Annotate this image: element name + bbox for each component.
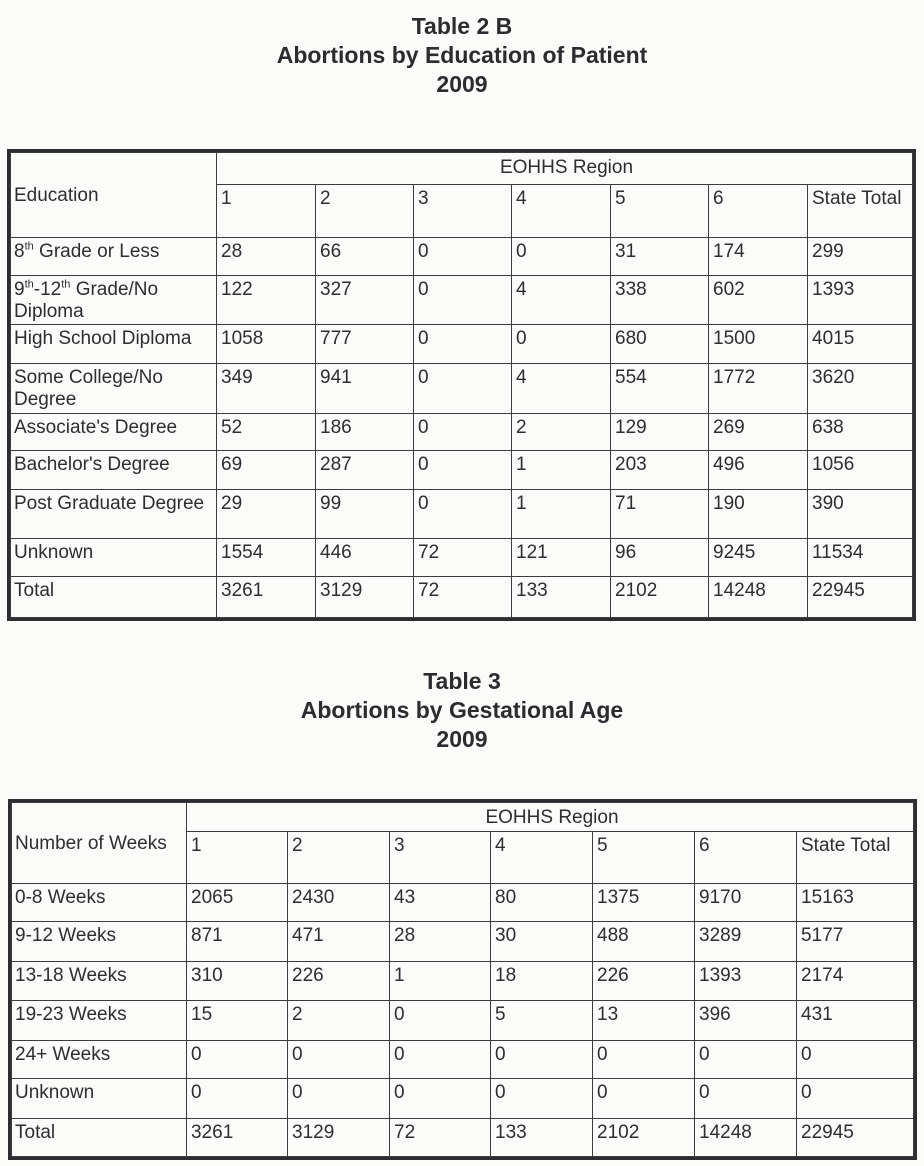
column-header: 6 <box>695 832 797 884</box>
table-cell: 1393 <box>695 961 797 1000</box>
table-cell: 1500 <box>709 324 808 363</box>
table-row <box>12 1001 914 1040</box>
table-cell: 3261 <box>187 1118 288 1156</box>
table-row <box>11 413 913 451</box>
table-cell: 299 <box>808 237 913 275</box>
gestational-age-table <box>11 802 914 1157</box>
table-cell: 1393 <box>808 275 913 324</box>
table-cell: 43 <box>390 883 491 921</box>
education-table <box>10 152 913 618</box>
weeks-header: Number of Weeks <box>12 803 187 884</box>
table-cell: 0 <box>695 1040 797 1078</box>
table-cell: 327 <box>316 275 414 324</box>
column-header: 3 <box>390 832 491 884</box>
table-cell: 4 <box>512 275 611 324</box>
table-cell: 941 <box>316 363 414 413</box>
table-cell: 14248 <box>709 577 808 618</box>
table-3-year: 2009 <box>436 726 488 752</box>
column-header: 4 <box>512 184 611 237</box>
row-label: 19-23 Weeks <box>12 1001 187 1040</box>
row-label: Some College/No Degree <box>11 363 217 413</box>
region-header: EOHHS Region <box>217 153 913 185</box>
table-2b-year: 2009 <box>436 71 488 97</box>
table-cell: 0 <box>288 1040 390 1078</box>
table-cell: 488 <box>593 922 695 961</box>
row-label: 13-18 Weeks <box>12 961 187 1000</box>
table-cell: 4015 <box>808 324 913 363</box>
table-cell: 2065 <box>187 883 288 921</box>
row-label: High School Diploma <box>11 324 217 363</box>
table-cell: 496 <box>709 451 808 490</box>
table-cell: 3289 <box>695 922 797 961</box>
row-label: Unknown <box>11 539 217 577</box>
table-cell: 203 <box>611 451 709 490</box>
table-row <box>11 275 913 324</box>
table-cell: 99 <box>316 490 414 539</box>
table-cell: 396 <box>695 1001 797 1040</box>
table-cell: 72 <box>390 1118 491 1156</box>
table-cell: 338 <box>611 275 709 324</box>
table-row <box>11 577 913 618</box>
table-cell: 3129 <box>288 1118 390 1156</box>
column-header: 3 <box>414 184 512 237</box>
table-cell: 1 <box>390 961 491 1000</box>
table-cell: 15 <box>187 1001 288 1040</box>
table-cell: 680 <box>611 324 709 363</box>
table-row <box>11 363 913 413</box>
row-label: 9-12 Weeks <box>12 922 187 961</box>
table-2b-subtitle: Abortions by Education of Patient <box>276 42 648 68</box>
table-cell: 22945 <box>797 1118 914 1156</box>
table-3 <box>8 799 917 1160</box>
row-label: 8th Grade or Less <box>11 237 217 275</box>
table-3-heading <box>0 667 924 754</box>
table-cell: 777 <box>316 324 414 363</box>
table-cell: 2 <box>288 1001 390 1040</box>
table-cell: 3129 <box>316 577 414 618</box>
table-cell: 71 <box>611 490 709 539</box>
column-header: State Total <box>808 184 913 237</box>
table-cell: 2430 <box>288 883 390 921</box>
table-row <box>11 490 913 539</box>
table-row <box>11 539 913 577</box>
table-cell: 226 <box>288 961 390 1000</box>
table-cell: 471 <box>288 922 390 961</box>
table-cell: 554 <box>611 363 709 413</box>
table-cell: 0 <box>414 413 512 451</box>
table-cell: 9170 <box>695 883 797 921</box>
table-cell: 0 <box>797 1079 914 1118</box>
table-cell: 0 <box>414 275 512 324</box>
table-row <box>11 451 913 490</box>
table-3-title: Table 3 <box>423 668 501 694</box>
table-cell: 446 <box>316 539 414 577</box>
table-cell: 0 <box>593 1040 695 1078</box>
table-cell: 0 <box>512 237 611 275</box>
table-cell: 0 <box>414 237 512 275</box>
column-header: 2 <box>288 832 390 884</box>
table-cell: 3261 <box>217 577 316 618</box>
table-cell: 72 <box>414 577 512 618</box>
table-cell: 0 <box>414 490 512 539</box>
table-row <box>12 961 914 1000</box>
table-2b <box>7 149 916 621</box>
table-row <box>11 324 913 363</box>
table-cell: 0 <box>390 1079 491 1118</box>
table-cell: 4 <box>512 363 611 413</box>
table-row <box>12 922 914 961</box>
table-cell: 80 <box>491 883 593 921</box>
row-label: 24+ Weeks <box>12 1040 187 1078</box>
table-row <box>12 1040 914 1078</box>
table-cell: 5177 <box>797 922 914 961</box>
table-cell: 28 <box>217 237 316 275</box>
education-header: Education <box>11 153 217 238</box>
table-cell: 0 <box>414 324 512 363</box>
table-cell: 15163 <box>797 883 914 921</box>
row-label: Associate's Degree <box>11 413 217 451</box>
table-cell: 0 <box>512 324 611 363</box>
table-2b-heading <box>0 12 924 99</box>
column-header: State Total <box>797 832 914 884</box>
table-cell: 0 <box>593 1079 695 1118</box>
table-cell: 186 <box>316 413 414 451</box>
table-cell: 0 <box>390 1040 491 1078</box>
table-cell: 0 <box>390 1001 491 1040</box>
row-label: Total <box>11 577 217 618</box>
table-cell: 11534 <box>808 539 913 577</box>
table-cell: 871 <box>187 922 288 961</box>
table-cell: 174 <box>709 237 808 275</box>
table-cell: 2174 <box>797 961 914 1000</box>
column-header: 2 <box>316 184 414 237</box>
table-cell: 129 <box>611 413 709 451</box>
row-label: Total <box>12 1118 187 1156</box>
row-label: Unknown <box>12 1079 187 1118</box>
table-cell: 1554 <box>217 539 316 577</box>
table-cell: 1375 <box>593 883 695 921</box>
table-cell: 18 <box>491 961 593 1000</box>
table-cell: 1772 <box>709 363 808 413</box>
table-cell: 9245 <box>709 539 808 577</box>
table-cell: 2102 <box>611 577 709 618</box>
table-cell: 52 <box>217 413 316 451</box>
table-row <box>12 1118 914 1156</box>
table-cell: 121 <box>512 539 611 577</box>
region-header: EOHHS Region <box>187 803 914 832</box>
table-cell: 602 <box>709 275 808 324</box>
table-cell: 122 <box>217 275 316 324</box>
column-header: 5 <box>611 184 709 237</box>
column-header: 6 <box>709 184 808 237</box>
table-cell: 226 <box>593 961 695 1000</box>
table-cell: 269 <box>709 413 808 451</box>
table-cell: 1 <box>512 490 611 539</box>
column-header: 5 <box>593 832 695 884</box>
table-cell: 1058 <box>217 324 316 363</box>
row-label: 0-8 Weeks <box>12 883 187 921</box>
table-cell: 14248 <box>695 1118 797 1156</box>
table-cell: 31 <box>611 237 709 275</box>
column-header: 4 <box>491 832 593 884</box>
table-cell: 431 <box>797 1001 914 1040</box>
table-cell: 30 <box>491 922 593 961</box>
column-header: 1 <box>217 184 316 237</box>
table-cell: 72 <box>414 539 512 577</box>
table-cell: 13 <box>593 1001 695 1040</box>
table-row <box>12 1079 914 1118</box>
table-cell: 133 <box>512 577 611 618</box>
table-cell: 29 <box>217 490 316 539</box>
table-cell: 96 <box>611 539 709 577</box>
table-cell: 0 <box>491 1040 593 1078</box>
row-label: Post Graduate Degree <box>11 490 217 539</box>
table-cell: 287 <box>316 451 414 490</box>
table-cell: 22945 <box>808 577 913 618</box>
table-cell: 66 <box>316 237 414 275</box>
table-cell: 0 <box>695 1079 797 1118</box>
table-cell: 69 <box>217 451 316 490</box>
table-cell: 0 <box>187 1040 288 1078</box>
table-cell: 0 <box>414 451 512 490</box>
table-cell: 28 <box>390 922 491 961</box>
table-cell: 0 <box>187 1079 288 1118</box>
table-cell: 5 <box>491 1001 593 1040</box>
row-label: 9th-12th Grade/No Diploma <box>11 275 217 324</box>
table-cell: 1 <box>512 451 611 490</box>
table-cell: 3620 <box>808 363 913 413</box>
table-cell: 1056 <box>808 451 913 490</box>
column-header: 1 <box>187 832 288 884</box>
table-3-subtitle: Abortions by Gestational Age <box>300 697 624 723</box>
table-cell: 0 <box>491 1079 593 1118</box>
table-cell: 0 <box>288 1079 390 1118</box>
table-row <box>12 883 914 921</box>
table-cell: 0 <box>797 1040 914 1078</box>
table-row <box>11 237 913 275</box>
table-cell: 0 <box>414 363 512 413</box>
row-label: Bachelor's Degree <box>11 451 217 490</box>
table-cell: 638 <box>808 413 913 451</box>
table-cell: 310 <box>187 961 288 1000</box>
table-cell: 190 <box>709 490 808 539</box>
table-cell: 390 <box>808 490 913 539</box>
table-cell: 2102 <box>593 1118 695 1156</box>
table-cell: 133 <box>491 1118 593 1156</box>
table-2b-title: Table 2 B <box>411 13 513 39</box>
table-cell: 2 <box>512 413 611 451</box>
table-cell: 349 <box>217 363 316 413</box>
